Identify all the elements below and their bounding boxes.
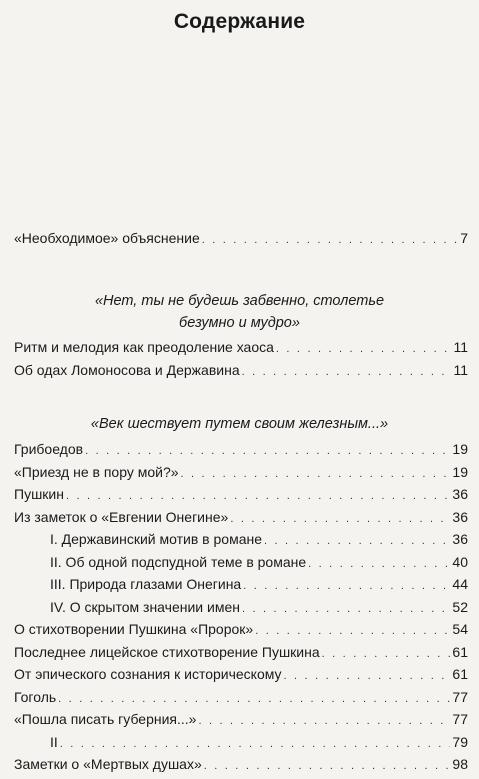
toc-subentry	[14, 576, 468, 599]
toc-entry	[14, 464, 468, 487]
toc-intro	[14, 230, 468, 253]
toc-entry-page: 54	[452, 621, 468, 637]
toc-entry-label: Заметки о «Мертвых душах»	[14, 756, 202, 772]
section-heading	[0, 413, 479, 435]
toc-section-1	[14, 339, 468, 384]
toc-entry	[14, 362, 468, 385]
toc-entry-page: 7	[460, 230, 468, 246]
toc-entry-page: 36	[452, 508, 468, 525]
toc-entry-page: 36	[452, 531, 468, 547]
toc-leader-dots	[308, 558, 450, 570]
toc-entry-page: 44	[452, 576, 468, 592]
toc-entry-label: II	[50, 733, 58, 750]
toc-entry-label: II. Об одной подспудной теме в романе	[50, 553, 307, 570]
toc-entry-page: 61	[452, 666, 468, 682]
page-title: Содержание	[173, 10, 306, 33]
toc-entry-page: 36	[452, 486, 468, 502]
toc-entry-page: 79	[452, 733, 468, 750]
toc-leader-dots	[202, 234, 458, 246]
toc-leader-dots	[66, 490, 450, 502]
toc-entry-label: III. Природа глазами Онегина	[50, 576, 242, 592]
toc-entry-label: От эпического сознания к историческому	[14, 666, 282, 682]
toc-leader-dots	[284, 670, 451, 682]
toc-leader-dots	[58, 693, 450, 705]
toc-entry-label: Пушкин	[14, 486, 64, 502]
toc-entry	[14, 666, 468, 689]
toc-entry	[14, 509, 468, 532]
toc-leader-dots	[230, 513, 450, 525]
toc-entry-label: IV. О скрытом значении имен	[50, 598, 240, 615]
toc-leader-dots	[204, 760, 451, 772]
toc-subentry	[14, 599, 468, 622]
toc-entry-page: 77	[452, 688, 468, 705]
toc-entry-label: «Пошла писать губерния...»	[14, 711, 197, 727]
toc-leader-dots	[255, 625, 450, 637]
toc-entry	[14, 621, 468, 644]
toc-entry-page: 19	[452, 463, 468, 480]
toc-subentry	[14, 734, 468, 757]
toc-leader-dots	[243, 580, 450, 592]
toc-leader-dots	[322, 648, 451, 660]
toc-entry-label: Гоголь	[14, 688, 57, 705]
toc-leader-dots	[198, 715, 450, 727]
toc-leader-dots	[264, 535, 450, 547]
toc-entry	[14, 230, 468, 253]
toc-entry-page: 11	[453, 339, 468, 355]
toc-entry-page: 40	[452, 553, 468, 570]
toc-entry-label: Ритм и мелодия как преодоление хаоса	[14, 339, 274, 355]
toc-entry	[14, 689, 468, 712]
toc-entry-label: «Приезд не в пору мой?»	[14, 463, 179, 480]
toc-leader-dots	[85, 445, 450, 457]
toc-leader-dots	[181, 468, 451, 480]
toc-entry	[14, 711, 468, 734]
toc-entry-page: 98	[452, 756, 468, 772]
toc-entry-page: 11	[453, 361, 468, 378]
toc-entry-label: Последнее лицейское стихотворение Пушкина	[14, 643, 320, 660]
section-heading	[0, 290, 479, 334]
toc-entry-page: 61	[452, 643, 468, 660]
toc-section-2	[14, 441, 468, 779]
section-heading-line: «Век шествует путем своим железным...»	[90, 416, 389, 432]
toc-entry-page: 52	[452, 598, 468, 615]
toc-entry	[14, 756, 468, 779]
toc-entry	[14, 486, 468, 509]
toc-entry-label: «Необходимое» объяснение	[14, 230, 200, 246]
toc-entry-page: 19	[452, 441, 468, 457]
toc-entry	[14, 441, 468, 464]
toc-entry-label: Об одах Ломоносова и Державина	[14, 361, 240, 378]
toc-leader-dots	[242, 603, 450, 615]
toc-leader-dots	[276, 343, 452, 355]
toc-entry-label: Из заметок о «Евгении Онегине»	[14, 508, 229, 525]
section-heading-line: «Нет, ты не будешь забвенно, столетье	[94, 293, 385, 309]
toc-entry-page: 77	[452, 711, 468, 727]
toc-subentry	[14, 531, 468, 554]
toc-subentry	[14, 554, 468, 577]
toc-leader-dots	[242, 366, 452, 378]
toc-entry-label: I. Державинский мотив в романе	[50, 531, 263, 547]
section-heading-line: безумно и мудро»	[179, 315, 300, 331]
toc-entry	[14, 339, 468, 362]
toc-leader-dots	[60, 738, 451, 750]
toc-entry-label: Грибоедов	[14, 441, 84, 457]
toc-entry	[14, 644, 468, 667]
toc-entry-label: О стихотворении Пушкина «Пророк»	[14, 621, 254, 637]
